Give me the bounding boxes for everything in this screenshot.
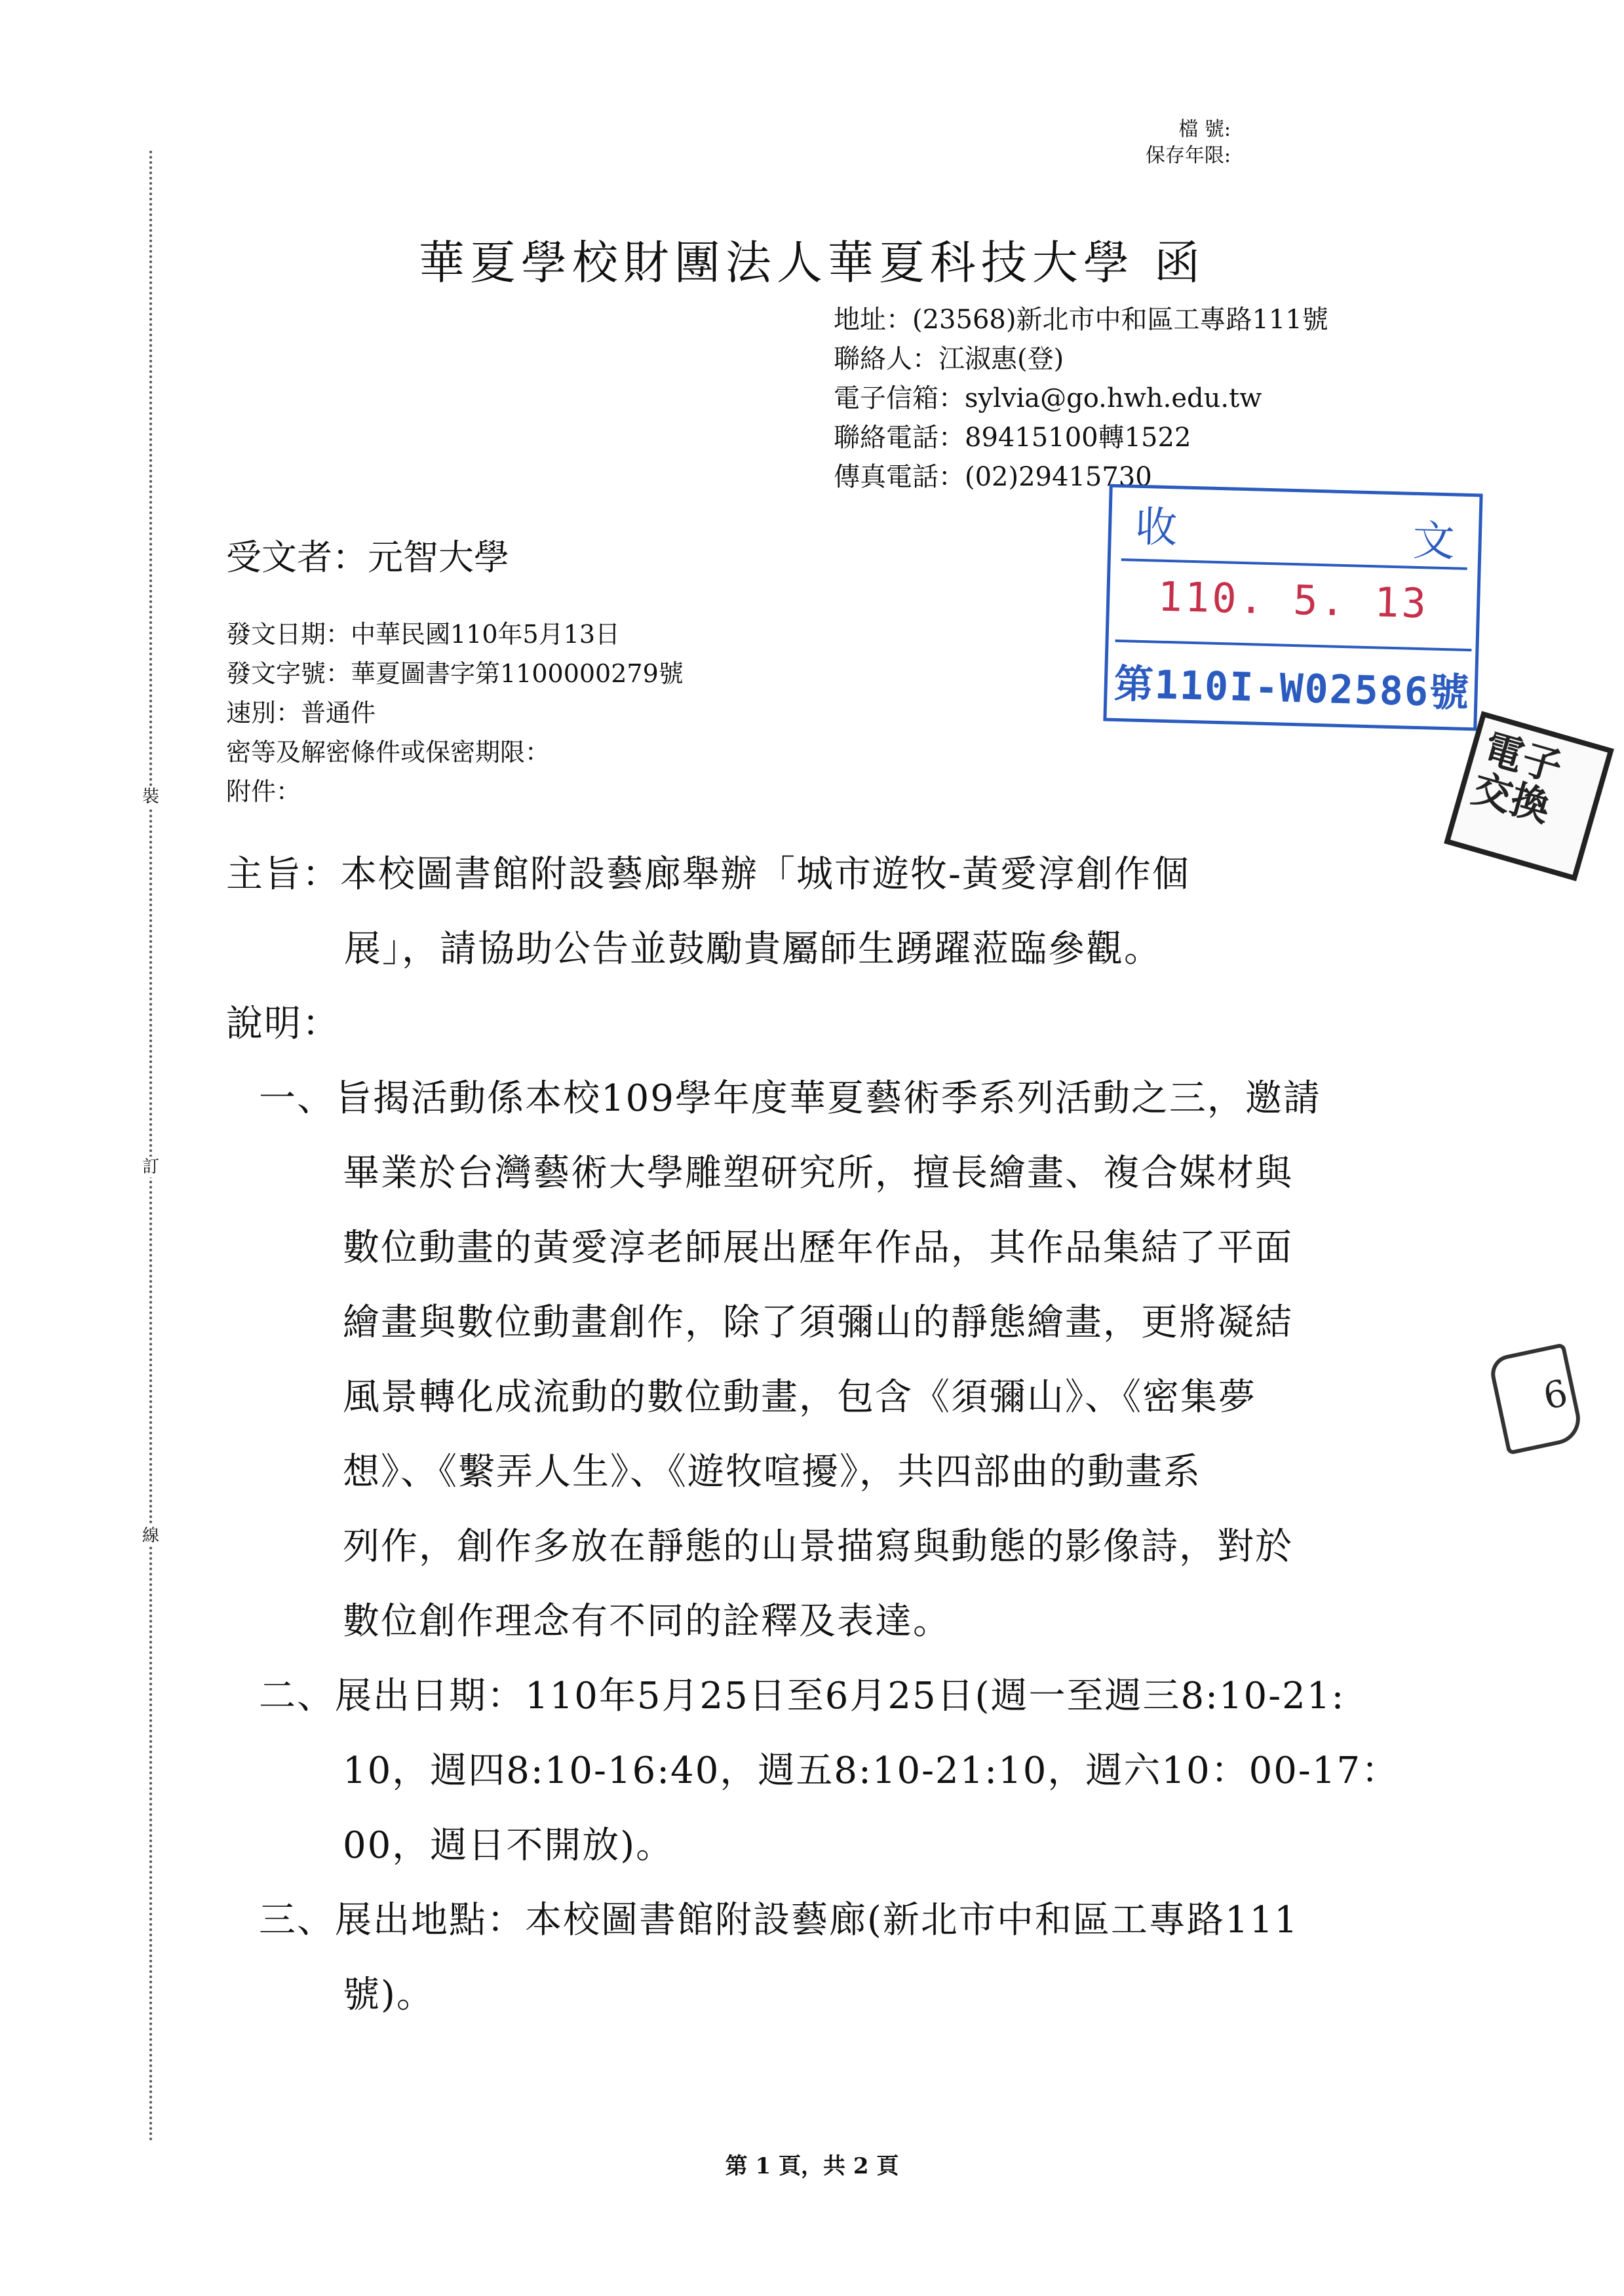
stamp-number: 第110I-W02586號 bbox=[1113, 640, 1472, 717]
page-seal-mark: 6 bbox=[1488, 1343, 1585, 1455]
item-line: 想》、《繫弄人生》、《遊牧喧擾》，共四部曲的動畫系 bbox=[343, 1451, 1201, 1493]
item-line: 列作，創作多放在靜態的山景描寫與動態的影像詩，對於 bbox=[343, 1525, 1293, 1568]
item-line: 號)。 bbox=[343, 1974, 435, 2016]
item-line: 數位創作理念有不同的詮釋及表達。 bbox=[343, 1600, 951, 1643]
item-line: 一、旨揭活動係本校109學年度華夏藝術季系列活動之三，邀請 bbox=[259, 1077, 1321, 1120]
received-stamp bbox=[1103, 484, 1482, 731]
contact-info bbox=[834, 300, 1328, 497]
item-line: 畢業於台灣藝術大學雕塑研究所，擅長繪畫、複合媒材與 bbox=[343, 1152, 1293, 1195]
stamp-label-document: 文 bbox=[1412, 516, 1456, 567]
description-items bbox=[259, 1062, 1399, 2033]
document-title: 華夏學校財團法人華夏科技大學 函 bbox=[418, 236, 1206, 290]
stamp-date: 110. 5. 13 bbox=[1157, 572, 1429, 628]
page-number: 第 1 頁，共 2 頁 bbox=[725, 2153, 899, 2179]
retention-period-label: 保存年限: bbox=[1145, 144, 1231, 167]
binding-mark-line: 線 bbox=[140, 1525, 161, 1546]
contact-fax: 傳真電話：(02)29415730 bbox=[834, 462, 1152, 492]
subject-line: 展」，請協助公告並鼓勵貴屬師生踴躍蒞臨參觀。 bbox=[344, 928, 1162, 970]
subject-line: 主旨：本校圖書館附設藝廊舉辦「城市遊牧-黃愛淳創作個 bbox=[226, 853, 1190, 896]
item-line: 風景轉化成流動的數位動畫，包含《須彌山》、《密集夢 bbox=[343, 1376, 1256, 1419]
attachments: 附件： bbox=[226, 777, 301, 806]
binding-mark-bind: 裝 bbox=[140, 786, 161, 807]
binding-mark-staple: 訂 bbox=[140, 1157, 161, 1177]
dispatch-number: 發文字號：華夏圖書字第1100000279號 bbox=[226, 659, 684, 688]
description-heading: 說明： bbox=[226, 1003, 340, 1045]
description-item-1 bbox=[259, 1062, 1399, 1659]
item-line: 10，週四8:10-16:40，週五8:10-21:10，週六10：00-17： bbox=[343, 1750, 1400, 1792]
file-number-label: 檔 號: bbox=[1178, 118, 1231, 141]
item-line: 數位動畫的黃愛淳老師展出歷年作品，其作品集結了平面 bbox=[343, 1227, 1293, 1269]
binding-line bbox=[149, 151, 152, 2143]
item-line: 00，週日不開放)。 bbox=[343, 1824, 674, 1867]
contact-phone: 聯絡電話：89415100轉1522 bbox=[834, 423, 1191, 453]
dispatch-meta bbox=[226, 615, 684, 811]
item-line: 繪畫與數位動畫創作，除了須彌山的靜態繪畫，更將凝結 bbox=[343, 1301, 1293, 1344]
priority: 速別：普通件 bbox=[226, 698, 376, 727]
description-item-2 bbox=[259, 1659, 1399, 1883]
dispatch-date: 發文日期：中華民國110年5月13日 bbox=[226, 620, 621, 649]
contact-person: 聯絡人：江淑惠(登) bbox=[834, 344, 1064, 374]
recipient: 受文者：元智大學 bbox=[226, 537, 509, 578]
contact-address: 地址：(23568)新北市中和區工專路111號 bbox=[834, 305, 1328, 335]
stamp-header bbox=[1121, 490, 1469, 570]
item-line: 二、展出日期：110年5月25日至6月25日(週一至週三8:10-21: bbox=[259, 1675, 1345, 1717]
contact-email: 電子信箱：sylvia@go.hwh.edu.tw bbox=[834, 383, 1262, 413]
e-exchange-seal: 電子交換 bbox=[1444, 711, 1614, 881]
confidentiality: 密等及解密條件或保密期限： bbox=[226, 738, 551, 767]
subject bbox=[226, 837, 1190, 987]
description-item-3 bbox=[259, 1883, 1399, 2033]
archive-fields bbox=[1146, 117, 1231, 169]
item-line: 三、展出地點：本校圖書館附設藝廊(新北市中和區工專路111 bbox=[259, 1899, 1299, 1942]
stamp-label-receive: 收 bbox=[1134, 503, 1178, 553]
